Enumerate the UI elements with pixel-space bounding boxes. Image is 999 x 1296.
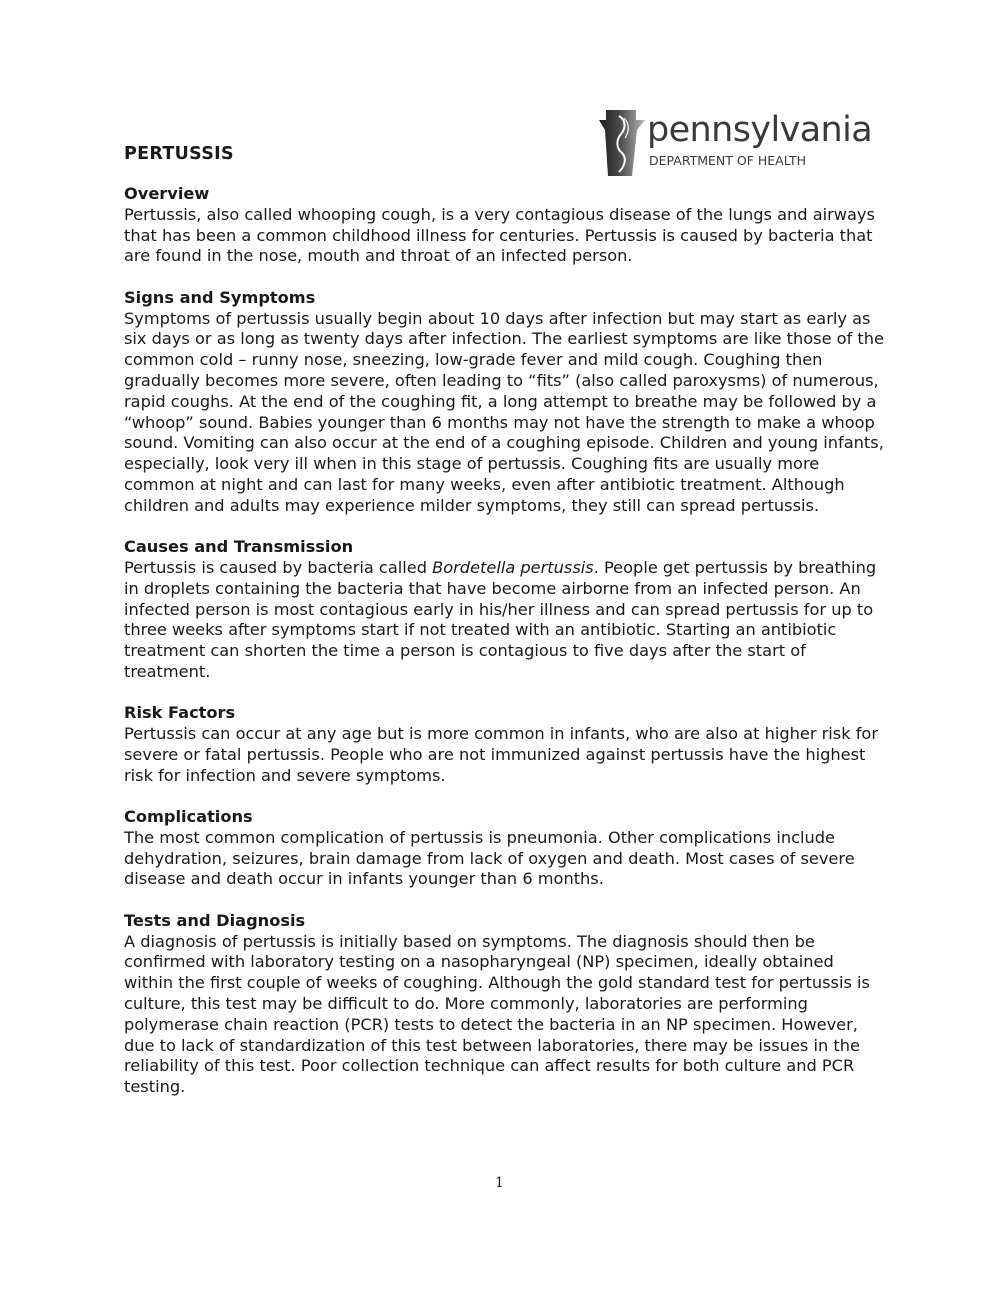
- pa-health-logo: [596, 106, 886, 186]
- section-heading: Risk Factors: [124, 703, 236, 723]
- section-heading: Tests and Diagnosis: [124, 910, 306, 930]
- section-risk-factors: [124, 703, 884, 786]
- section-signs-and-symptoms: [124, 288, 884, 517]
- section-heading: Signs and Symptoms: [124, 287, 316, 307]
- section-heading: Overview: [124, 184, 210, 203]
- section-body-intro: Pertussis is caused by bacteria called: [124, 557, 433, 577]
- section-body: A diagnosis of pertussis is initially based on symptoms. The diagnosis should then be confirmed with laboratory testing on a nasopharyngeal (NP) specimen, ideally obtained within the first couple of weeks of coughing. Although the gold standard test for pertussis is culture, this test may be difficult to do. More commonly, laboratories are performing polymerase chain reaction (PCR) tests to detect the bacteria in an NP specimen. However, due to lack of standardization of this test between laboratories, there may be issues in the reliability of this test. Poor collection technique can affect results for both culture and PCR testing.: [124, 931, 870, 1097]
- section-body: Pertussis can occur at any age but is more common in infants, who are also at higher risk for severe or fatal pertussis. People who are not immunized against pertussis have the highest risk for infection and severe symptoms.: [124, 724, 878, 785]
- document-body: [124, 184, 884, 1119]
- section-overview: [124, 184, 884, 267]
- section-body: The most common complication of pertussis is pneumonia. Other complications include dehydration, seizures, brain damage from lack of oxygen and death. Most cases of severe disease and death occur in infants younger than 6 months.: [124, 827, 855, 889]
- bacteria-name: Bordetella pertussis: [432, 557, 594, 577]
- section-body: Symptoms of pertussis usually begin about 10 days after infection but may start as early as six days or as long as twenty days after infection. The earliest symptoms are like those of the common cold – runny nose, sneezing, low-grade fever and mild cough. Coughing then gradually becomes more severe, often leading to “fits” (also called paroxysms) of numerous, rapid coughs. At the end of the coughing fit, a long attempt to breathe may be followed by a “whoop” sound. Babies younger than 6 months may not have the strength to make a whoop sound. Vomiting can also occur at the end of a coughing episode. Children and young infants, especially, look very ill when in this stage of pertussis. Coughing fits are usually more common at night and can last for many weeks, even after antibiotic treatment. Although children and adults may experience milder symptoms, they still can spread pertussis.: [124, 308, 884, 515]
- section-body: [124, 558, 884, 683]
- logo-department-name: DEPARTMENT OF HEALTH: [649, 153, 806, 168]
- page-number: 1: [495, 1175, 504, 1191]
- section-heading: Causes and Transmission: [124, 537, 354, 557]
- section-heading: Complications: [124, 807, 253, 827]
- section-causes-and-transmission: [124, 537, 884, 683]
- document-title: PERTUSSIS: [124, 144, 234, 164]
- section-complications: [124, 807, 884, 890]
- section-body: Pertussis, also called whooping cough, is a very contagious disease of the lungs and airways that has been a common childhood illness for centuries. Pertussis is caused by bacteria that are found in the nose, mouth and throat of an infected person.: [124, 204, 875, 266]
- keystone-icon: [596, 106, 646, 182]
- section-tests-and-diagnosis: [124, 911, 884, 1098]
- section-body-rest: . People get pertussis by breathing in droplets containing the bacteria that have become airborne from an infected person. An infected person is most contagious early in his/her illness and can spread pertussis for up to three weeks after symptoms start if not treated with an antibiotic. Starting an antibiotic treatment can shorten the time a person is contagious to five days after the start of treatment.: [124, 557, 877, 681]
- logo-state-name: pennsylvania: [647, 110, 873, 150]
